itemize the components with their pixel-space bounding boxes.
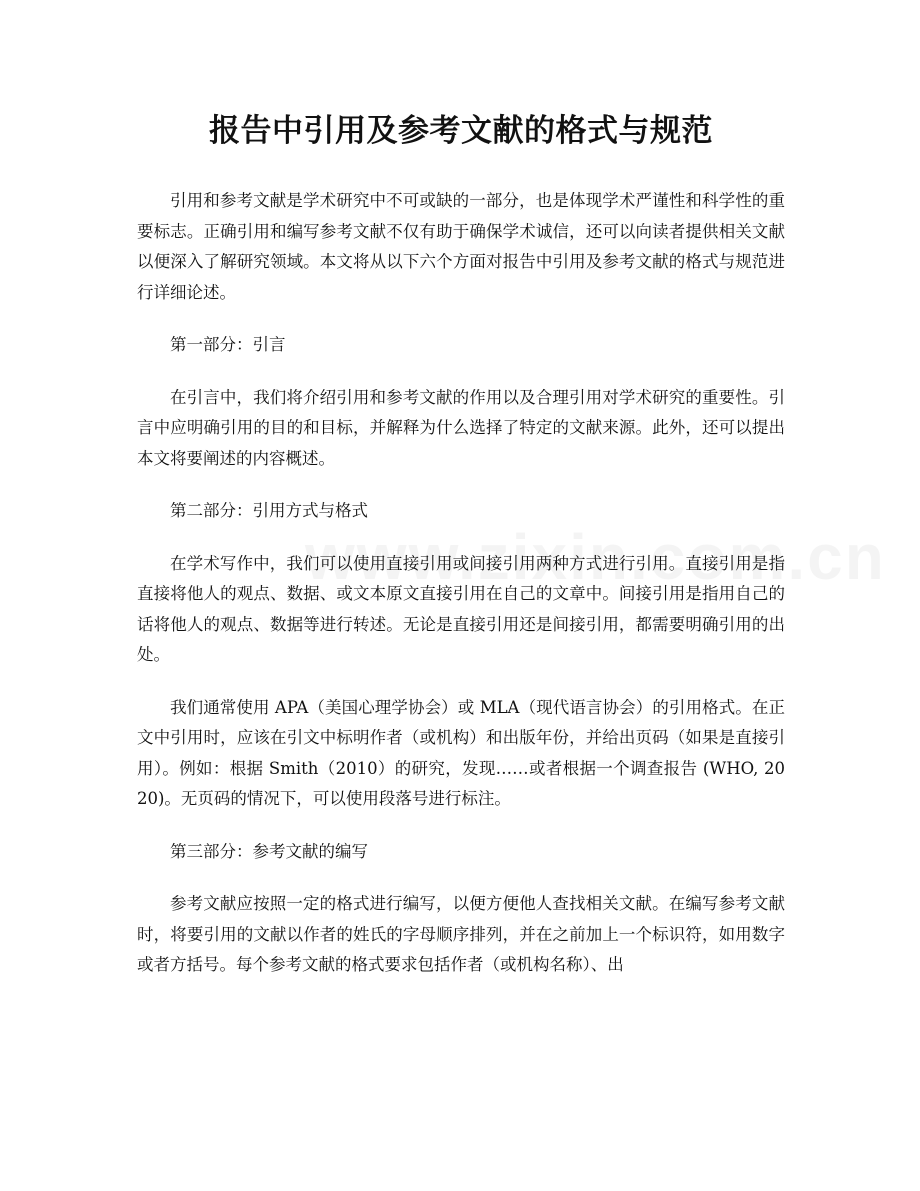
intro-paragraph: 引用和参考文献是学术研究中不可或缺的一部分，也是体现学术严谨性和科学性的重要标志。正确引用和编写参考文献不仅有助于确保学术诚信，还可以向读者提供相关文献以便深入了解研究领域。本文将从以下六个方面对报告中引用及参考文献的格式与规范进行详细论述。: [137, 191, 785, 302]
section-2-paragraph-1: 在学术写作中，我们可以使用直接引用或间接引用两种方式进行引用。直接引用是指直接将他人的观点、数据、或文本原文直接引用在自己的文章中。间接引用是指用自己的话将他人的观点、数据等进行转述。无论是直接引用还是间接引用，都需要明确引用的出处。: [137, 553, 785, 664]
section-heading-2: 第二部分：引用方式与格式: [170, 501, 368, 520]
section-2-paragraph-2: 我们通常使用 APA（美国心理学协会）或 MLA（现代语言协会）的引用格式。在正文中引用时，应该在引文中标明作者（或机构）和出版年份，并给出页码（如果是直接引用）。例如：根据 Smith（2010）的研究，发现……或者根据一个调查报告 (WHO, 2020)。无页码的情况下，可以使用段落号进行标注。: [137, 697, 785, 808]
document-body: [137, 186, 785, 1003]
section-heading-1: 第一部分：引言: [170, 335, 286, 354]
section-1-paragraph: 在引言中，我们将介绍引用和参考文献的作用以及合理引用对学术研究的重要性。引言中应明确引用的目的和目标，并解释为什么选择了特定的文献来源。此外，还可以提出本文将要阐述的内容概述。: [137, 387, 785, 468]
document-title: 报告中引用及参考文献的格式与规范: [209, 113, 713, 149]
section-3-paragraph: 参考文献应按照一定的格式进行编写，以便方便他人查找相关文献。在编写参考文献时，将要引用的文献以作者的姓氏的字母顺序排列，并在之前加上一个标识符，如用数字或者方括号。每个参考文献的格式要求包括作者（或机构名称）、出: [137, 894, 785, 974]
section-heading-3: 第三部分：参考文献的编写: [170, 841, 368, 861]
